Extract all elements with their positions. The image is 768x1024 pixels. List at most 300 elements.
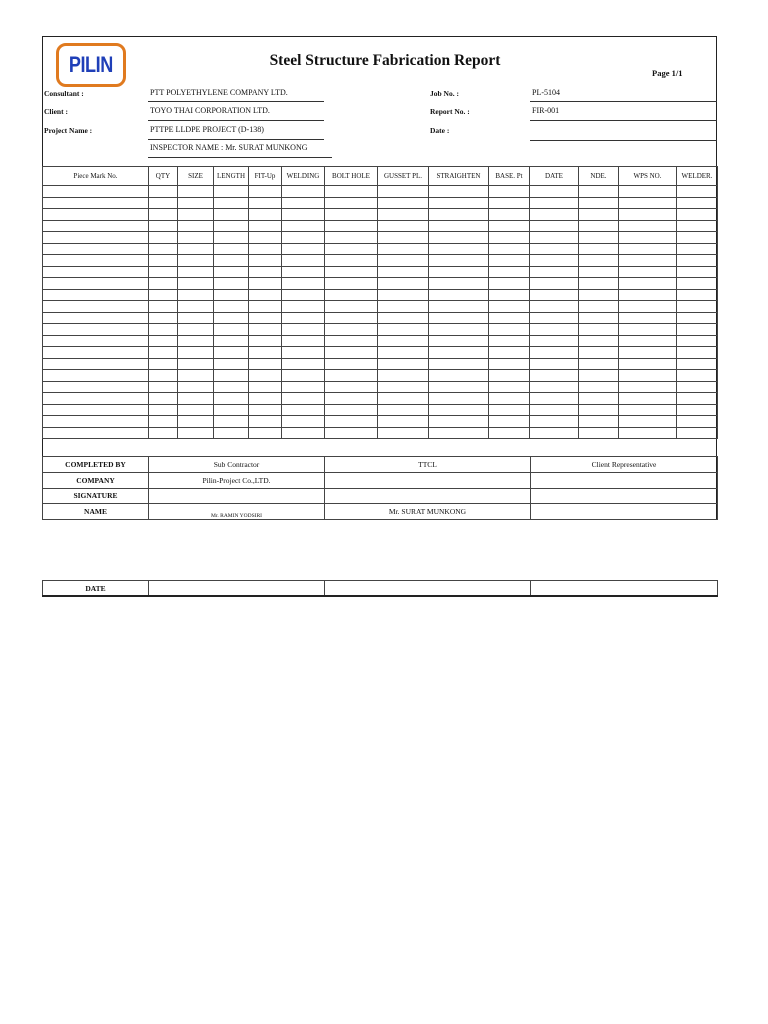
table-cell[interactable] <box>579 347 619 359</box>
table-cell[interactable] <box>579 427 619 439</box>
table-cell[interactable] <box>178 324 214 336</box>
table-cell[interactable] <box>579 312 619 324</box>
table-cell[interactable] <box>149 312 178 324</box>
table-cell[interactable] <box>249 347 282 359</box>
table-cell[interactable] <box>530 209 579 221</box>
table-cell[interactable] <box>378 186 429 198</box>
table-cell[interactable] <box>579 358 619 370</box>
table-cell[interactable] <box>214 370 249 382</box>
table-cell[interactable] <box>325 255 378 267</box>
table-cell[interactable] <box>282 197 325 209</box>
table-cell[interactable] <box>378 266 429 278</box>
table-cell[interactable] <box>489 404 530 416</box>
table-cell[interactable] <box>579 324 619 336</box>
table-cell[interactable] <box>429 370 489 382</box>
table-cell[interactable] <box>489 186 530 198</box>
table-cell[interactable] <box>619 197 677 209</box>
table-cell[interactable] <box>530 243 579 255</box>
table-cell[interactable] <box>619 220 677 232</box>
table-cell[interactable] <box>429 335 489 347</box>
table-cell[interactable] <box>619 370 677 382</box>
table-cell[interactable] <box>378 404 429 416</box>
table-cell[interactable] <box>325 324 378 336</box>
table-cell[interactable] <box>149 220 178 232</box>
table-cell[interactable] <box>178 358 214 370</box>
table-cell[interactable] <box>429 243 489 255</box>
table-cell[interactable] <box>489 301 530 313</box>
table-cell[interactable] <box>677 393 718 405</box>
table-cell[interactable] <box>378 278 429 290</box>
table-cell[interactable] <box>249 220 282 232</box>
table-cell[interactable] <box>149 324 178 336</box>
table-cell[interactable] <box>214 393 249 405</box>
table-cell[interactable] <box>325 335 378 347</box>
table-cell[interactable] <box>489 370 530 382</box>
table-cell[interactable] <box>378 347 429 359</box>
table-cell[interactable] <box>325 278 378 290</box>
table-cell[interactable] <box>378 255 429 267</box>
table-cell[interactable] <box>378 312 429 324</box>
table-cell[interactable] <box>325 197 378 209</box>
table-cell[interactable] <box>579 416 619 428</box>
table-cell[interactable] <box>325 416 378 428</box>
table-cell[interactable] <box>530 312 579 324</box>
table-cell[interactable] <box>282 301 325 313</box>
table-cell[interactable] <box>530 232 579 244</box>
table-cell[interactable] <box>429 404 489 416</box>
table-cell[interactable] <box>579 243 619 255</box>
table-cell[interactable] <box>579 232 619 244</box>
table-cell[interactable] <box>429 416 489 428</box>
table-cell[interactable] <box>429 381 489 393</box>
table-cell[interactable] <box>214 209 249 221</box>
table-cell[interactable] <box>579 186 619 198</box>
table-cell[interactable] <box>43 278 149 290</box>
table-cell[interactable] <box>429 301 489 313</box>
table-cell[interactable] <box>677 427 718 439</box>
table-cell[interactable] <box>677 209 718 221</box>
table-cell[interactable] <box>489 324 530 336</box>
table-cell[interactable] <box>282 289 325 301</box>
table-cell[interactable] <box>43 220 149 232</box>
table-cell[interactable] <box>249 255 282 267</box>
table-cell[interactable] <box>489 243 530 255</box>
table-cell[interactable] <box>619 243 677 255</box>
table-cell[interactable] <box>249 416 282 428</box>
table-cell[interactable] <box>43 243 149 255</box>
table-cell[interactable] <box>178 186 214 198</box>
table-cell[interactable] <box>178 220 214 232</box>
table-cell[interactable] <box>149 197 178 209</box>
table-cell[interactable] <box>149 289 178 301</box>
table-cell[interactable] <box>677 289 718 301</box>
table-cell[interactable] <box>282 220 325 232</box>
table-cell[interactable] <box>530 266 579 278</box>
table-cell[interactable] <box>325 220 378 232</box>
table-cell[interactable] <box>325 301 378 313</box>
table-cell[interactable] <box>530 324 579 336</box>
table-cell[interactable] <box>214 301 249 313</box>
table-cell[interactable] <box>530 186 579 198</box>
table-cell[interactable] <box>619 209 677 221</box>
table-cell[interactable] <box>282 335 325 347</box>
table-cell[interactable] <box>214 347 249 359</box>
table-cell[interactable] <box>249 381 282 393</box>
table-cell[interactable] <box>325 381 378 393</box>
table-cell[interactable] <box>214 255 249 267</box>
table-cell[interactable] <box>530 358 579 370</box>
table-cell[interactable] <box>489 358 530 370</box>
table-cell[interactable] <box>677 347 718 359</box>
client-date-cell[interactable] <box>531 581 718 597</box>
table-cell[interactable] <box>378 197 429 209</box>
table-cell[interactable] <box>214 381 249 393</box>
table-cell[interactable] <box>249 312 282 324</box>
table-cell[interactable] <box>677 358 718 370</box>
table-cell[interactable] <box>149 335 178 347</box>
table-cell[interactable] <box>677 335 718 347</box>
table-cell[interactable] <box>677 243 718 255</box>
table-cell[interactable] <box>619 393 677 405</box>
table-cell[interactable] <box>282 324 325 336</box>
table-cell[interactable] <box>489 266 530 278</box>
table-cell[interactable] <box>579 301 619 313</box>
table-cell[interactable] <box>178 370 214 382</box>
table-cell[interactable] <box>149 255 178 267</box>
sub-signature-cell[interactable] <box>149 488 325 504</box>
table-cell[interactable] <box>249 243 282 255</box>
table-cell[interactable] <box>178 335 214 347</box>
table-cell[interactable] <box>282 416 325 428</box>
table-cell[interactable] <box>249 301 282 313</box>
table-cell[interactable] <box>178 404 214 416</box>
table-cell[interactable] <box>489 427 530 439</box>
table-cell[interactable] <box>178 301 214 313</box>
table-cell[interactable] <box>530 370 579 382</box>
table-cell[interactable] <box>325 209 378 221</box>
table-cell[interactable] <box>677 312 718 324</box>
table-cell[interactable] <box>489 335 530 347</box>
table-cell[interactable] <box>579 393 619 405</box>
table-cell[interactable] <box>43 301 149 313</box>
table-cell[interactable] <box>378 393 429 405</box>
table-cell[interactable] <box>249 197 282 209</box>
table-cell[interactable] <box>178 255 214 267</box>
table-cell[interactable] <box>325 404 378 416</box>
table-cell[interactable] <box>530 197 579 209</box>
table-cell[interactable] <box>579 255 619 267</box>
table-cell[interactable] <box>214 186 249 198</box>
table-cell[interactable] <box>378 301 429 313</box>
table-cell[interactable] <box>43 358 149 370</box>
table-cell[interactable] <box>149 381 178 393</box>
table-cell[interactable] <box>619 312 677 324</box>
table-cell[interactable] <box>43 370 149 382</box>
table-cell[interactable] <box>489 312 530 324</box>
table-cell[interactable] <box>429 324 489 336</box>
table-cell[interactable] <box>677 255 718 267</box>
table-cell[interactable] <box>619 381 677 393</box>
table-cell[interactable] <box>530 335 579 347</box>
table-cell[interactable] <box>325 186 378 198</box>
table-cell[interactable] <box>214 220 249 232</box>
table-cell[interactable] <box>530 416 579 428</box>
table-cell[interactable] <box>619 416 677 428</box>
table-cell[interactable] <box>249 370 282 382</box>
table-cell[interactable] <box>214 232 249 244</box>
table-cell[interactable] <box>619 255 677 267</box>
table-cell[interactable] <box>43 209 149 221</box>
table-cell[interactable] <box>619 289 677 301</box>
client-signature-cell[interactable] <box>531 488 718 504</box>
table-cell[interactable] <box>178 278 214 290</box>
table-cell[interactable] <box>325 347 378 359</box>
table-cell[interactable] <box>178 197 214 209</box>
table-cell[interactable] <box>149 347 178 359</box>
table-cell[interactable] <box>677 370 718 382</box>
table-cell[interactable] <box>43 197 149 209</box>
table-cell[interactable] <box>677 404 718 416</box>
table-cell[interactable] <box>214 427 249 439</box>
table-cell[interactable] <box>530 301 579 313</box>
table-cell[interactable] <box>429 209 489 221</box>
table-cell[interactable] <box>178 416 214 428</box>
table-cell[interactable] <box>149 393 178 405</box>
table-cell[interactable] <box>214 312 249 324</box>
table-cell[interactable] <box>429 427 489 439</box>
table-cell[interactable] <box>378 427 429 439</box>
table-cell[interactable] <box>178 266 214 278</box>
table-cell[interactable] <box>282 347 325 359</box>
table-cell[interactable] <box>530 427 579 439</box>
table-cell[interactable] <box>579 209 619 221</box>
table-cell[interactable] <box>214 243 249 255</box>
table-cell[interactable] <box>530 289 579 301</box>
table-cell[interactable] <box>249 404 282 416</box>
table-cell[interactable] <box>282 186 325 198</box>
table-cell[interactable] <box>429 232 489 244</box>
table-cell[interactable] <box>530 220 579 232</box>
table-cell[interactable] <box>178 393 214 405</box>
table-cell[interactable] <box>214 278 249 290</box>
table-cell[interactable] <box>677 301 718 313</box>
table-cell[interactable] <box>149 186 178 198</box>
table-cell[interactable] <box>43 416 149 428</box>
table-cell[interactable] <box>579 404 619 416</box>
table-cell[interactable] <box>429 289 489 301</box>
table-cell[interactable] <box>249 232 282 244</box>
table-cell[interactable] <box>249 186 282 198</box>
table-cell[interactable] <box>677 324 718 336</box>
table-cell[interactable] <box>282 243 325 255</box>
table-cell[interactable] <box>282 427 325 439</box>
table-cell[interactable] <box>282 358 325 370</box>
table-cell[interactable] <box>489 347 530 359</box>
table-cell[interactable] <box>530 255 579 267</box>
table-cell[interactable] <box>378 324 429 336</box>
table-cell[interactable] <box>43 186 149 198</box>
table-cell[interactable] <box>249 393 282 405</box>
table-cell[interactable] <box>178 347 214 359</box>
table-cell[interactable] <box>325 243 378 255</box>
table-cell[interactable] <box>282 381 325 393</box>
table-cell[interactable] <box>249 289 282 301</box>
table-cell[interactable] <box>149 266 178 278</box>
table-cell[interactable] <box>214 289 249 301</box>
table-cell[interactable] <box>619 301 677 313</box>
table-cell[interactable] <box>249 278 282 290</box>
table-cell[interactable] <box>489 393 530 405</box>
table-cell[interactable] <box>378 289 429 301</box>
table-cell[interactable] <box>489 289 530 301</box>
table-cell[interactable] <box>43 255 149 267</box>
table-cell[interactable] <box>677 197 718 209</box>
ttcl-date-cell[interactable] <box>325 581 531 597</box>
table-cell[interactable] <box>489 416 530 428</box>
table-cell[interactable] <box>43 324 149 336</box>
table-cell[interactable] <box>619 358 677 370</box>
table-cell[interactable] <box>530 347 579 359</box>
table-cell[interactable] <box>43 335 149 347</box>
table-cell[interactable] <box>178 243 214 255</box>
table-cell[interactable] <box>43 289 149 301</box>
table-cell[interactable] <box>579 370 619 382</box>
table-cell[interactable] <box>178 381 214 393</box>
table-cell[interactable] <box>619 186 677 198</box>
table-cell[interactable] <box>178 427 214 439</box>
table-cell[interactable] <box>378 220 429 232</box>
table-cell[interactable] <box>214 197 249 209</box>
table-cell[interactable] <box>619 232 677 244</box>
table-cell[interactable] <box>43 381 149 393</box>
table-cell[interactable] <box>619 347 677 359</box>
table-cell[interactable] <box>579 266 619 278</box>
table-cell[interactable] <box>325 370 378 382</box>
table-cell[interactable] <box>579 289 619 301</box>
table-cell[interactable] <box>530 278 579 290</box>
table-cell[interactable] <box>282 370 325 382</box>
table-cell[interactable] <box>214 266 249 278</box>
table-cell[interactable] <box>579 220 619 232</box>
table-cell[interactable] <box>489 278 530 290</box>
table-cell[interactable] <box>429 278 489 290</box>
table-cell[interactable] <box>619 324 677 336</box>
table-cell[interactable] <box>489 209 530 221</box>
table-cell[interactable] <box>214 404 249 416</box>
table-cell[interactable] <box>249 358 282 370</box>
table-cell[interactable] <box>619 427 677 439</box>
table-cell[interactable] <box>429 266 489 278</box>
table-cell[interactable] <box>149 209 178 221</box>
client-company-cell[interactable] <box>531 472 718 488</box>
table-cell[interactable] <box>378 370 429 382</box>
table-cell[interactable] <box>677 220 718 232</box>
table-cell[interactable] <box>429 358 489 370</box>
table-cell[interactable] <box>530 404 579 416</box>
table-cell[interactable] <box>149 243 178 255</box>
table-cell[interactable] <box>325 289 378 301</box>
table-cell[interactable] <box>489 220 530 232</box>
table-cell[interactable] <box>677 186 718 198</box>
table-cell[interactable] <box>149 278 178 290</box>
table-cell[interactable] <box>677 416 718 428</box>
table-cell[interactable] <box>214 416 249 428</box>
table-cell[interactable] <box>378 381 429 393</box>
table-cell[interactable] <box>249 266 282 278</box>
table-cell[interactable] <box>149 301 178 313</box>
table-cell[interactable] <box>249 324 282 336</box>
table-cell[interactable] <box>149 370 178 382</box>
table-cell[interactable] <box>214 324 249 336</box>
table-cell[interactable] <box>149 232 178 244</box>
table-cell[interactable] <box>282 404 325 416</box>
table-cell[interactable] <box>489 197 530 209</box>
table-cell[interactable] <box>149 416 178 428</box>
table-cell[interactable] <box>282 209 325 221</box>
table-cell[interactable] <box>579 381 619 393</box>
table-cell[interactable] <box>282 232 325 244</box>
ttcl-company-cell[interactable] <box>325 472 531 488</box>
table-cell[interactable] <box>325 232 378 244</box>
table-cell[interactable] <box>249 427 282 439</box>
table-cell[interactable] <box>429 255 489 267</box>
table-cell[interactable] <box>43 427 149 439</box>
table-cell[interactable] <box>677 266 718 278</box>
table-cell[interactable] <box>677 278 718 290</box>
table-cell[interactable] <box>282 393 325 405</box>
table-cell[interactable] <box>378 358 429 370</box>
table-cell[interactable] <box>43 312 149 324</box>
table-cell[interactable] <box>178 209 214 221</box>
table-cell[interactable] <box>149 427 178 439</box>
client-name-cell[interactable] <box>531 504 718 520</box>
table-cell[interactable] <box>677 381 718 393</box>
table-cell[interactable] <box>429 312 489 324</box>
table-cell[interactable] <box>619 335 677 347</box>
table-cell[interactable] <box>282 255 325 267</box>
table-cell[interactable] <box>429 197 489 209</box>
table-cell[interactable] <box>619 404 677 416</box>
table-cell[interactable] <box>378 243 429 255</box>
table-cell[interactable] <box>178 289 214 301</box>
table-cell[interactable] <box>325 312 378 324</box>
table-cell[interactable] <box>619 266 677 278</box>
table-cell[interactable] <box>325 266 378 278</box>
table-cell[interactable] <box>43 404 149 416</box>
table-cell[interactable] <box>43 347 149 359</box>
table-cell[interactable] <box>378 209 429 221</box>
table-cell[interactable] <box>149 358 178 370</box>
ttcl-signature-cell[interactable] <box>325 488 531 504</box>
table-cell[interactable] <box>429 347 489 359</box>
table-cell[interactable] <box>378 416 429 428</box>
table-cell[interactable] <box>178 312 214 324</box>
table-cell[interactable] <box>249 335 282 347</box>
table-cell[interactable] <box>214 358 249 370</box>
table-cell[interactable] <box>325 427 378 439</box>
table-cell[interactable] <box>579 197 619 209</box>
sub-date-cell[interactable] <box>149 581 325 597</box>
table-cell[interactable] <box>489 232 530 244</box>
table-cell[interactable] <box>619 278 677 290</box>
table-cell[interactable] <box>579 335 619 347</box>
table-cell[interactable] <box>378 232 429 244</box>
table-cell[interactable] <box>530 393 579 405</box>
table-cell[interactable] <box>530 381 579 393</box>
table-cell[interactable] <box>43 232 149 244</box>
table-cell[interactable] <box>43 393 149 405</box>
table-cell[interactable] <box>178 232 214 244</box>
